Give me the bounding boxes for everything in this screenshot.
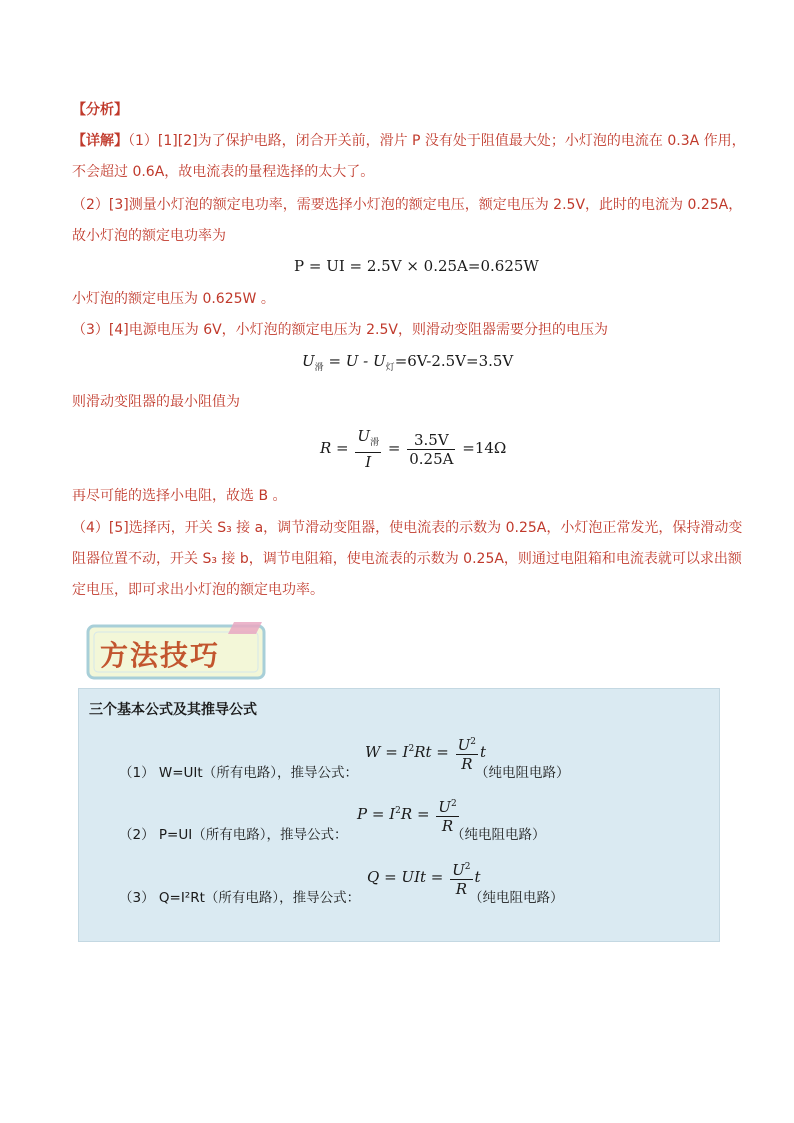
eq3-fraction-2 [407,431,455,468]
paragraph-2-line-1: （2）[3]测量小灯泡的额定电功率，需要选择小灯泡的额定电压，额定电压为 2.5V，此时的电流为 0.25A， [72,197,743,213]
formula-3-equation: Q = UIt = $\frac{U^2}{R}$ t [367,858,481,898]
equation-voltage [302,352,513,373]
eq3-equals: = [387,439,401,457]
paragraph-1-line-2: 不会超过 0.6A，故电流表的量程选择的太大了。 [72,164,375,180]
formula-2-equation: $P = I^2R$ = $\frac{U^2}{R}$ [357,795,461,835]
equation-resistance [320,427,506,471]
banner-title: 方法技巧 [100,639,221,672]
paragraph-2-line-3: 小灯泡的额定电压为 0.625W 。 [72,291,275,307]
paragraph-4-line-2: 阻器位置不动，开关 S₃ 接 b，调节电阻箱，使电流表的示数为 0.25A，则通过电阻箱和电流表就可以求出额 [72,551,742,567]
eq3-num1-u: U [357,427,371,445]
detail-tag: 【详解】 [72,133,128,149]
paragraph-2-line-2: 故小灯泡的额定电功率为 [72,228,226,244]
paragraph-4-line-1: （4）[5]选择丙，开关 S₃ 接 a，调节滑动变阻器，使电流表的示数为 0.25A，小灯泡正常发光，保持滑动变 [72,520,743,536]
paragraph-3-line-3: 再尽可能的选择小电阻，故选 B 。 [72,488,287,504]
eq2-sub-slide: 滑 [314,363,324,373]
p1-text-a: （1）[1][2]为了保护电路，闭合开关前，滑片 P 没有处于阻值最大处；小灯泡的电流在 0.3A 作用， [128,133,746,149]
formula-1-equation: $W = I^2Rt$ = $\frac{U^2}{R}$ t [365,733,486,773]
method-tips-banner [84,620,274,682]
eq3-result: =14Ω [462,439,507,457]
analysis-heading: 【分析】 [72,102,128,118]
formula-3-note: （纯电阻电路） [469,890,564,906]
paragraph-3-line-1: （3）[4]电源电压为 6V，小灯泡的额定电压为 2.5V，则滑动变阻器需要分担的电压为 [72,322,608,338]
eq2-rest: =6V-2.5V=3.5V [394,352,514,370]
eq3-den2: 0.25A [409,449,454,468]
eq3-r: R = [320,439,349,457]
eq3-den1: I [365,453,372,471]
formula-3-label: （3） Q=I²Rt（所有电路），推导公式： [119,890,361,906]
formula-2-label: （2） P=UI（所有电路），推导公式： [119,827,348,843]
eq2-sub-lamp: 灯 [385,363,395,373]
eq3-num2: 3.5V [407,431,455,450]
eq3-num1-sub: 滑 [370,438,380,448]
paragraph-3-line-2: 则滑动变阻器的最小阻值为 [72,394,240,410]
equation-power: P = UI = 2.5V × 0.25A=0.625W [294,257,539,275]
eq2-u: U [302,352,315,370]
paragraph-4-line-3: 定电压，即可求出小灯泡的额定电功率。 [72,582,324,598]
eq2-mid: = U - U [323,352,386,370]
formula-box-title: 三个基本公式及其推导公式 [89,702,257,718]
eq3-fraction-1 [355,427,381,471]
paragraph-1-line-1 [72,131,746,151]
formula-1-note: （纯电阻电路） [475,765,570,781]
formula-box [78,688,720,942]
formula-1-label: （1） W=UIt（所有电路），推导公式： [119,765,358,781]
formula-2-note: （纯电阻电路） [451,827,546,843]
